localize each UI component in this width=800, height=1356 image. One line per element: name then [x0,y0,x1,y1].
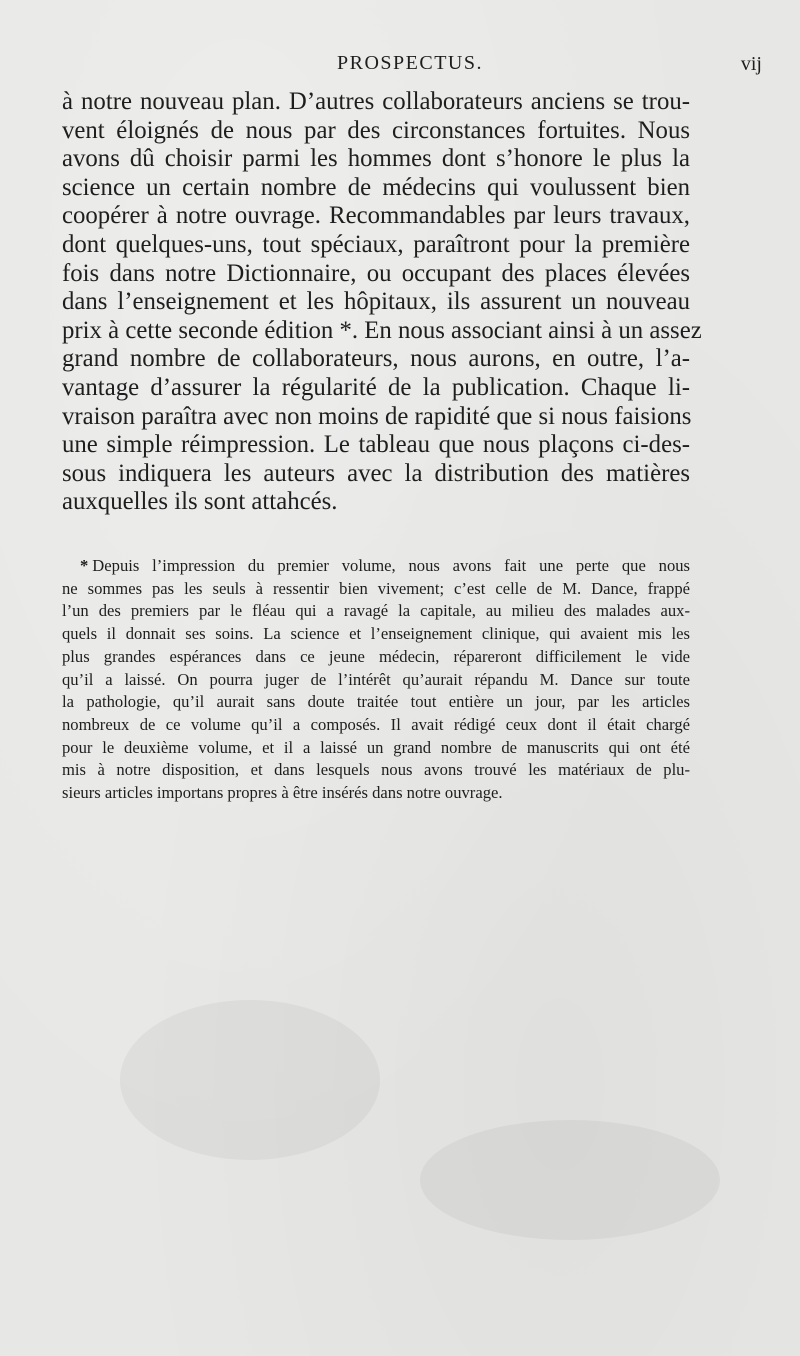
footnote-line: pour le deuxième volume, et il a laissé un grand nombre de manuscrits qui ont été [62,737,690,757]
footnote-line: ne sommes pas les seuls à ressentir bien vivement; c’est celle de M. Dance, frappé [62,578,690,598]
footnote-line: plus grandes espérances dans ce jeune médecin, répareront difficilement le vide [62,646,690,666]
running-head [60,52,760,80]
paper-stain [120,1000,380,1160]
text-line: auxquelles ils sont attahcés. [62,488,338,516]
text-line: avons dû choisir parmi les hommes dont s’honore le plus la [62,145,690,173]
text-line: vraison paraîtra avec non moins de rapidité que si nous faisions [62,402,692,430]
paper-stain [420,1120,720,1240]
footnote-line: qu’il a laissé. On pourra juger de l’intérêt qu’aurait répandu M. Dance sur toute [62,669,690,689]
running-title: PROSPECTUS. [337,52,483,74]
footnote-line: sieurs articles importans propres à être insérés dans notre ouvrage. [62,783,503,803]
footnote-marker: * [80,556,89,575]
footnote-line: quels il donnait ses soins. La science et l’enseignement clinique, qui avaient mis les [62,624,690,644]
body-paragraph [62,88,702,517]
text-line: vent éloignés de nous par des circonstances fortuites. Nous [62,116,690,144]
footnote-line: mis à notre disposition, et dans lesquels nous avons trouvé les matériaux de plu- [62,760,690,780]
text-line: vantage d’assurer la régularité de la publication. Chaque li- [62,373,690,401]
text-line: prix à cette seconde édition *. En nous associant ainsi à un assez [62,316,702,344]
text-line: dans l’enseignement et les hôpitaux, ils assurent un nouveau [62,288,690,316]
footnote-text: Depuis l’impression du premier volume, nous avons fait une perte que nous [92,556,690,575]
footnote [62,555,690,805]
text-line: fois dans notre Dictionnaire, ou occupant des places élevées [62,259,690,287]
footnote-line: la pathologie, qu’il aurait sans doute traitée tout entière un jour, par les articles [62,692,690,712]
page-number: vij [740,53,762,75]
text-line: sous indiquera les auteurs avec la distribution des matières [62,459,690,487]
text-line: science un certain nombre de médecins qui voulussent bien [62,173,690,201]
text-line: grand nombre de collaborateurs, nous aurons, en outre, l’a- [62,345,690,373]
footnote-line: l’un des premiers par le fléau qui a ravagé la capitale, au milieu des malades aux- [62,601,690,621]
text-line: une simple réimpression. Le tableau que nous plaçons ci-des- [62,431,690,459]
text-line: coopérer à notre ouvrage. Recommandables par leurs travaux, [62,202,690,230]
text-line: à notre nouveau plan. D’autres collaborateurs anciens se trou- [62,88,690,115]
footnote-line: nombreux de ce volume qu’il a composés. Il avait rédigé ceux dont il était chargé [62,714,690,734]
footnote-line [62,555,690,578]
text-line: dont quelques-uns, tout spéciaux, paraîtront pour la première [62,230,690,258]
